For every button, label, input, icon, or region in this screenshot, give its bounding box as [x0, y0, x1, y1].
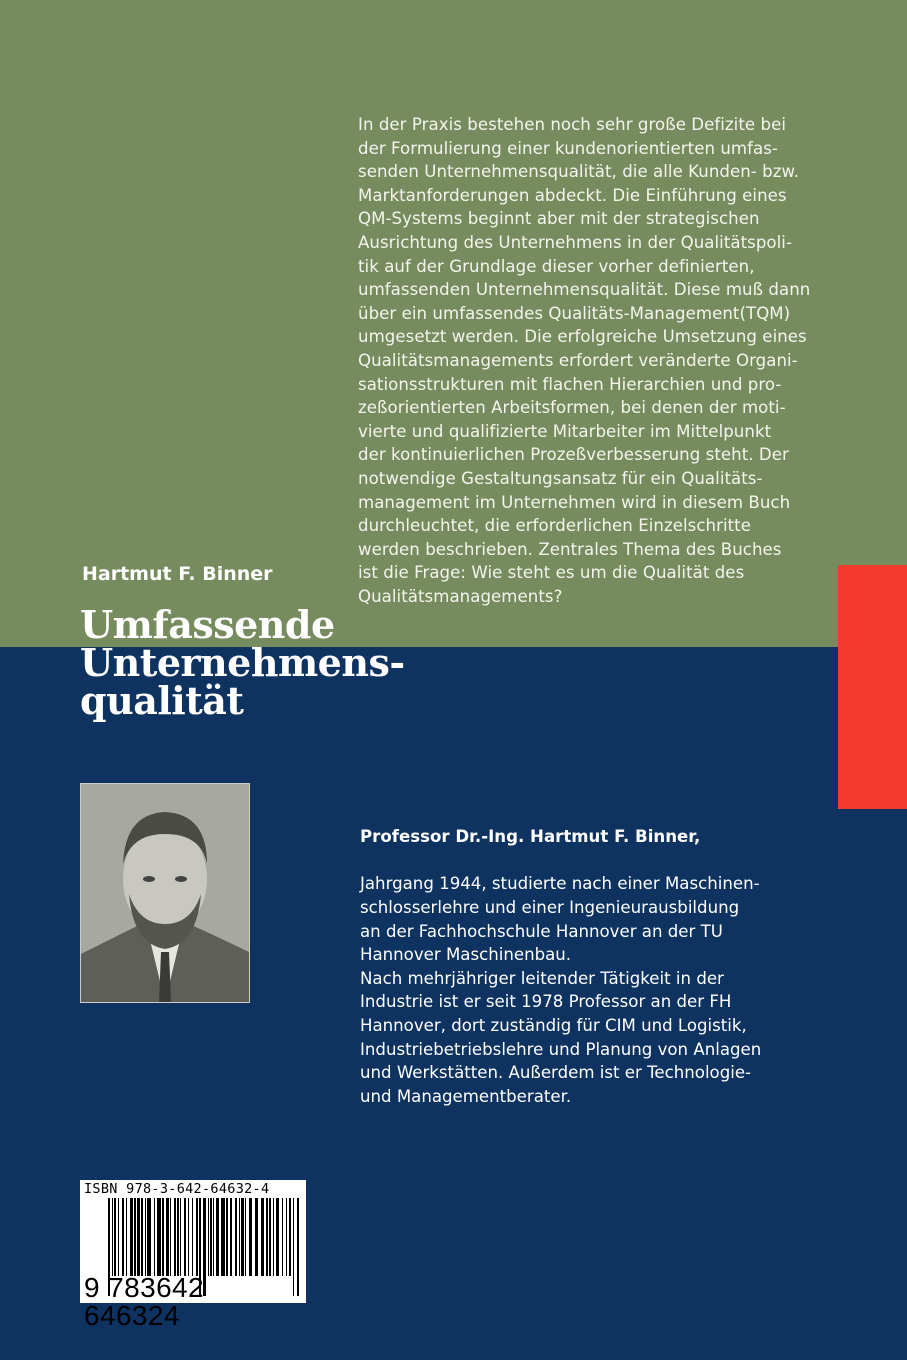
bio-line: an der Fachhochschule Hannover an der TU: [360, 921, 723, 941]
barcode-bar: [276, 1198, 279, 1276]
blurb-line: umgesetzt werden. Die erfolgreiche Umsetzung eines: [358, 327, 807, 347]
barcode-bar: [147, 1198, 151, 1276]
barcode-bar: [282, 1198, 283, 1276]
blurb-line: Marktanforderungen abdeckt. Die Einführung eines: [358, 185, 787, 205]
blurb-line: management im Unternehmen wird in diesem Buch: [358, 492, 791, 512]
barcode-bar: [180, 1198, 181, 1276]
blurb-line: Ausrichtung des Unternehmens in der Qualitätspoli-: [358, 232, 792, 252]
bio-heading: Professor Dr.-Ing. Hartmut F. Binner,: [360, 827, 701, 847]
blurb-line: durchleuchtet, die erforderlichen Einzelschritte: [358, 516, 751, 536]
author-photo: [80, 783, 250, 1003]
book-title: [80, 602, 405, 723]
title-line: Umfassende: [80, 602, 335, 647]
barcode-bar: [261, 1198, 264, 1276]
barcode-bar: [114, 1198, 116, 1276]
blurb-line: vierte und qualifizierte Mitarbeiter im Mittelpunkt: [358, 421, 772, 441]
title-line: Unternehmens-: [80, 640, 405, 685]
barcode-bar: [130, 1198, 133, 1276]
barcode-bar: [112, 1198, 113, 1276]
blurb-line: über ein umfassendes Qualitäts-Management(TQM): [358, 303, 791, 323]
blurb-line: Qualitätsmanagements?: [358, 586, 563, 606]
barcode-bar: [266, 1198, 268, 1276]
blurb-text: [358, 113, 810, 608]
blurb-line: notwendige Gestaltungsansatz für ein Qualitäts-: [358, 468, 763, 488]
bio-line: Hannover Maschinenbau.: [360, 945, 572, 965]
blurb-line: QM-Systems beginnt aber mit der strategischen: [358, 209, 760, 229]
barcode-bar: [157, 1198, 161, 1276]
barcode-bar: [162, 1198, 164, 1276]
barcode-bar: [145, 1198, 146, 1276]
blurb-line: zeßorientierten Arbeitsformen, bei denen der moti-: [358, 398, 786, 418]
barcode-bar: [239, 1198, 240, 1276]
barcode-bar: [184, 1198, 186, 1276]
author-bio: [360, 778, 761, 1108]
barcode-bar: [230, 1198, 232, 1276]
barcode-digits: 9 783642 646324: [84, 1272, 204, 1331]
barcode-bar: [286, 1198, 287, 1276]
barcode-bar: [235, 1198, 237, 1276]
bio-line: und Werkstätten. Außerdem ist er Technologie-: [360, 1063, 752, 1083]
barcode-bar: [213, 1198, 214, 1276]
bio-line: und Managementberater.: [360, 1086, 572, 1106]
author-name: Hartmut F. Binner: [82, 563, 273, 585]
barcode-bar: [137, 1198, 140, 1276]
barcode-bar: [245, 1198, 246, 1276]
barcode-bar: [154, 1198, 155, 1276]
blurb-line: werden beschrieben. Zentrales Thema des Buches: [358, 539, 782, 559]
blurb-line: Qualitätsmanagements erfordert veränderte Organi-: [358, 350, 798, 370]
bio-line: Hannover, dort zuständig für CIM und Logistik,: [360, 1015, 747, 1035]
bio-line: Jahrgang 1944, studierte nach einer Maschinen-: [360, 874, 760, 894]
barcode-bar: [170, 1198, 171, 1276]
barcode-bar: [289, 1198, 291, 1276]
barcode-bar: [126, 1198, 127, 1276]
blurb-line: umfassenden Unternehmensqualität. Diese muß dann: [358, 280, 811, 300]
barcode-bar: [226, 1198, 228, 1276]
blurb-line: sationsstrukturen mit flachen Hierarchien und pro-: [358, 374, 782, 394]
blurb-line: tik auf der Grundlage dieser vorher definierten,: [358, 256, 755, 276]
barcode-bar: [196, 1198, 198, 1276]
barcode-bar: [188, 1198, 189, 1276]
barcode-bar: [177, 1198, 179, 1276]
barcode-bar: [134, 1198, 136, 1276]
barcode-bar: [192, 1198, 193, 1276]
bio-line: Nach mehrjähriger leitender Tätigkeit in der: [360, 968, 724, 988]
title-line: qualität: [80, 678, 244, 723]
barcode-bar: [122, 1198, 124, 1276]
red-accent-block: [838, 565, 907, 809]
blurb-line: der Formulierung einer kundenorientierten umfas-: [358, 138, 778, 158]
barcode-bar: [255, 1198, 258, 1276]
barcode-bar: [273, 1198, 274, 1276]
barcode-bar: [216, 1198, 219, 1276]
isbn-label: ISBN 978-3-642-64632-4: [84, 1181, 270, 1197]
blurb-line: senden Unternehmensqualität, die alle Kunden- bzw.: [358, 162, 799, 182]
barcode-bar: [118, 1198, 119, 1276]
barcode-bar: [166, 1198, 169, 1276]
barcode-bar: [249, 1198, 252, 1276]
blurb-line: ist die Frage: Wie steht es um die Qualität des: [358, 563, 745, 583]
bio-line: schlosserlehre und einer Ingenieurausbildung: [360, 897, 740, 917]
bio-line: Industriebetriebslehre und Planung von Anlagen: [360, 1039, 762, 1059]
barcode-bar: [241, 1198, 244, 1276]
author-portrait-image: [81, 784, 249, 1002]
barcode-bar: [174, 1198, 176, 1276]
barcode-bar: [221, 1198, 225, 1276]
blurb-line: In der Praxis bestehen noch sehr große Defizite bei: [358, 115, 786, 134]
barcode-bar: [269, 1198, 271, 1276]
bio-line: Industrie ist er seit 1978 Professor an der FH: [360, 992, 732, 1012]
isbn-barcode: [80, 1180, 306, 1331]
barcode-bar: [208, 1198, 209, 1276]
blurb-line: der kontinuierlichen Prozeßverbesserung steht. Der: [358, 445, 789, 465]
barcode-bar: [141, 1198, 143, 1276]
barcode-bar: [210, 1198, 212, 1276]
